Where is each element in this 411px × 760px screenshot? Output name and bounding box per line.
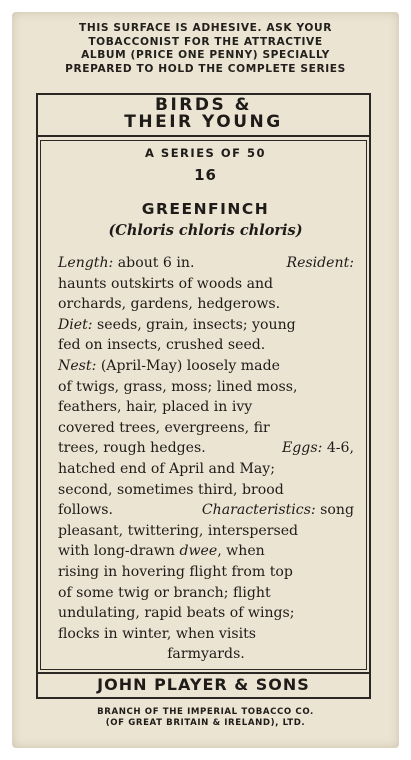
text-line [58, 438, 354, 459]
text-line [58, 377, 354, 398]
eggs-value: second, sometimes third, brood [58, 481, 284, 498]
description [58, 253, 354, 665]
text-line [58, 624, 354, 645]
eggs-value: follows. [58, 502, 113, 519]
notice-line: TOBACCONIST FOR THE ATTRACTIVE [88, 35, 323, 48]
resident-label: Resident: [286, 255, 354, 271]
company-line: BRANCH OF THE IMPERIAL TOBACCO CO. [97, 707, 314, 717]
text-line [58, 418, 354, 439]
characteristics-value: with long-drawn [58, 543, 175, 560]
maker-name: JOHN PLAYER & SONS [36, 672, 371, 699]
nest-value: (April-May) loosely made [100, 357, 280, 374]
nest-value: feathers, hair, placed in ivy [58, 399, 253, 416]
text-line [58, 253, 354, 274]
length-value: about 6 in. [117, 255, 195, 271]
characteristics-label: Characteristics: [201, 502, 316, 519]
text-line [58, 644, 354, 665]
characteristics-value: rising in hovering flight from top [58, 563, 293, 580]
series-count: A SERIES OF 50 [145, 146, 266, 160]
title-line: BIRDS & [155, 95, 252, 115]
adhesive-notice [0, 22, 411, 76]
series-title [36, 93, 371, 137]
text-line [58, 459, 354, 480]
text-line [58, 500, 354, 521]
text-line [58, 583, 354, 604]
nest-value: covered trees, evergreens, fir [58, 419, 270, 436]
species-name: GREENFINCH [141, 200, 270, 218]
notice-line: ALBUM (PRICE ONE PENNY) SPECIALLY [81, 49, 330, 61]
characteristics-value: song [320, 502, 354, 519]
text-line [58, 356, 354, 377]
eggs-value: hatched end of April and May; [58, 460, 276, 477]
diet-value: seeds, grain, insects; young [97, 316, 296, 333]
text-line [58, 274, 354, 295]
notice-line: THIS SURFACE IS ADHESIVE. ASK YOUR [79, 22, 332, 34]
call-note: dwee [179, 543, 218, 560]
characteristics-value: flocks in winter, when visits [58, 625, 257, 642]
characteristics-value: of some twig or branch; flight [58, 584, 271, 601]
card-number: 16 [194, 166, 217, 184]
latin-name: (Chloris chloris chloris) [108, 222, 303, 239]
title-line: THEIR YOUNG [124, 112, 283, 132]
resident-value: orchards, gardens, hedgerows. [58, 296, 281, 313]
text-line [58, 294, 354, 315]
nest-label: Nest: [58, 357, 97, 374]
resident-value: haunts outskirts of woods and [58, 275, 274, 292]
text-line [58, 335, 354, 356]
nest-value: of twigs, grass, moss; lined moss, [58, 378, 298, 395]
text-line [58, 480, 354, 501]
characteristics-value: pleasant, twittering, interspersed [58, 522, 299, 539]
company-note [0, 707, 411, 728]
text-line [58, 521, 354, 542]
eggs-value: 4-6, [326, 440, 354, 457]
text-line [58, 562, 354, 583]
text-line [58, 603, 354, 624]
diet-value: fed on insects, crushed seed. [58, 337, 266, 354]
company-line: (OF GREAT BRITAIN & IRELAND), LTD. [105, 717, 306, 728]
notice-line: PREPARED TO HOLD THE COMPLETE SERIES [65, 62, 346, 75]
characteristics-value: farmyards. [167, 646, 245, 663]
characteristics-value: undulating, rapid beats of wings; [58, 605, 295, 622]
nest-value: trees, rough hedges. [58, 440, 206, 457]
text-line [58, 541, 354, 562]
length-label: Length: [58, 255, 114, 271]
text-line [58, 315, 354, 336]
text-line [58, 397, 354, 418]
eggs-label: Eggs: [282, 440, 323, 457]
diet-label: Diet: [58, 316, 93, 333]
characteristics-value: , when [217, 543, 265, 560]
